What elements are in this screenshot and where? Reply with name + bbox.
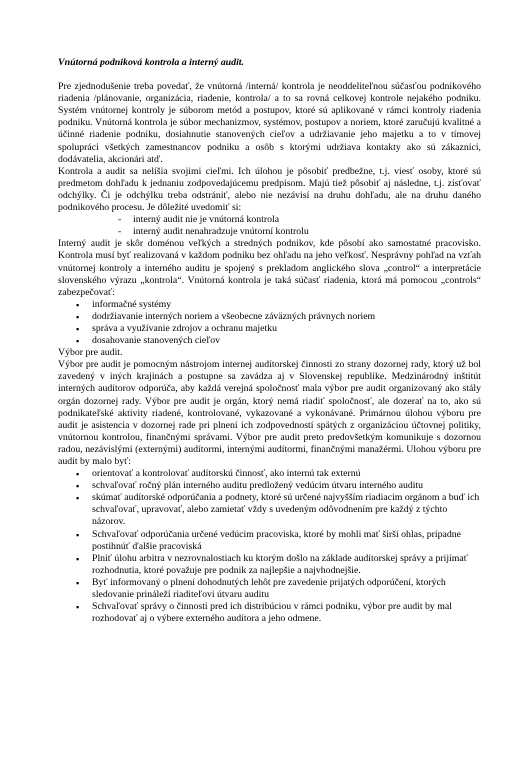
dash-list-item: - interný audit nenahradzuje vnútorní kontrolu: [118, 226, 481, 238]
bullet-list-item: ▪ orientovať a kontrolovať audítorskú činnosť, ako internú tak externú: [76, 468, 481, 480]
bullet-list-item: ▪ správa a využívanie zdrojov a ochranu majetku: [76, 323, 481, 335]
dash-list: [58, 214, 481, 238]
bullet-list-item: ▪ Schvaľovať správy o činnosti pred ich distribúciou v rámci podniku, výbor pre audit by mal rozhodovať aj o výbere externého audítora a jeho odmene.: [76, 601, 481, 625]
dash-list-item: - interný audit nie je vnútorná kontrola: [118, 214, 481, 226]
committee-tasks-list: [58, 468, 481, 625]
bullet-list-item: ▪ Byť informovaný o plnení dohodnutých lehôt pre zavedenie prijatých odporúčení, ktorých sledovanie prináleží riaditeľovi útvaru auditu: [76, 577, 481, 601]
internal-audit-paragraph: Interný audit je skôr doménou veľkých a stredných podnikov, kde pôsobí ako samostatné pracovisko. Kontrola musí byť realizovaná v každom podniku bez ohľadu na jeho veľkosť. Nesprávny pohľad na vzťah vnútornej kontroly a interného auditu je spojený s prekladom anglického slova „control“ a interpretácie slovenského výrazu „kontrola“. Vnútorná kontrola je taká súčasť riadenia, ktorá má pomocou „controls“ zabezpečovať:: [58, 238, 481, 298]
bullet-list-item: ▪ schvaľovať ročný plán interného auditu predložený vedúcim útvaru interného auditu: [76, 480, 481, 492]
bullet-list-item: ▪ skúmať audítorské odporúčania a podnety, ktoré sú určené najvyšším riadiacim orgánom a buď ich schvaľovať, upravovať, alebo zamietať vždy s uvedeným odôvodnením pre každý z týchto názorov.: [76, 492, 481, 528]
audit-committee-paragraph: Výbor pre audit je pomocným nástrojom internej audítorskej činnosti zo strany dozornej rady, ktorý už bol zavedený v iných krajinách a postupne sa zavádza aj v Slovenskej republike. Medzinárodný inštitút interných audítorov odporúča, aby každá verejná spoločnosť mala výbor pre audit organizovaný ako stály orgán dozornej rady. Výbor pre audit je orgán, ktorý nemá riadiť spoločnosť, ale dozerať na to, ako sú podnikateľské aktivity riadené, kontrolované, vykazované a vykonávané. Primárnou úlohou výboru pre audit je asistencia v dozornej rade pri plnení ich zodpovedností spätých z organizáciou účtovnej politiky, vnútornou kontrolou, finančnými správami. Výbor pre audit preto predovšetkým komunikuje s dozornou radou, nezávislými (externými) audítormi, internými audítormi, finančnými manažérmi. Ulohou výboru pre audit by malo byť:: [58, 359, 481, 467]
bullet-list-item: ▪ dodržiavanie interných noriem a všeobecne záväzných právnych noriem: [76, 311, 481, 323]
bullet-list-item: ▪ Plniť úlohu arbitra v nezrovnalostiach ku ktorým došlo na základe audítorskej správy a prijímať rozhodnutia, ktoré považuje pre podnik za najlepšie a najvhodnejšie.: [76, 553, 481, 577]
control-audit-paragraph: Kontrola a audit sa nelíšia svojimi cieľmi. Ich úlohou je pôsobiť predbežne, t.j. viesť osoby, ktoré sú predmetom dohľadu k jednaniu zodpovedajúcemu predpisom. Majú tiež pôsobiť aj následne, t.j. zisťovať odchýlky. Či je odchýlku treba odstrániť, alebo nie nezávisí na druhu dohľadu, ale na druhu daného podnikového procesu. Je dôležité uvedomiť si:: [58, 165, 481, 214]
document-title: Vnútorná podniková kontrola a interný audit.: [58, 57, 245, 68]
bullet-list-item: ▪ Schvaľovať odporúčania určené vedúcim pracoviska, ktoré by mohli mať širší ohlas, prípadne postihnúť ďalšie pracoviská: [76, 529, 481, 553]
bullet-list-item: ▪ dosahovanie stanovených cieľov: [76, 335, 481, 347]
controls-bullet-list: [58, 299, 481, 347]
bullet-list-item: ▪ informačné systémy: [76, 299, 481, 311]
intro-paragraph: Pre zjednodušenie treba povedať, že vnútorná /interná/ kontrola je neoddeliteľnou súčasťou podnikového riadenia /plánovanie, organizácia, riadenie, kontrola/ a to sa rovná celkovej kontrole nejakého podniku. Systém vnútornej kontroly je súborom metód a postupov, ktoré sú aplikované v rámci kontroly riadenia podniku. Vnútorná kontrola je súbor mechanizmov, systémov, postupov a noriem, ktoré zaručujú kvalitné a účinné riadenie podniku, dosiahnutie stanovených cieľov a udržiavanie jeho majetku a to v tímovej spolupráci všetkých zamestnancov podniku a osôb s ktorými udržiava kontakty ako sú zákazníci, dodávatelia, akcionári atď.: [58, 81, 481, 165]
section-subheading: Výbor pre audit.: [58, 347, 123, 359]
